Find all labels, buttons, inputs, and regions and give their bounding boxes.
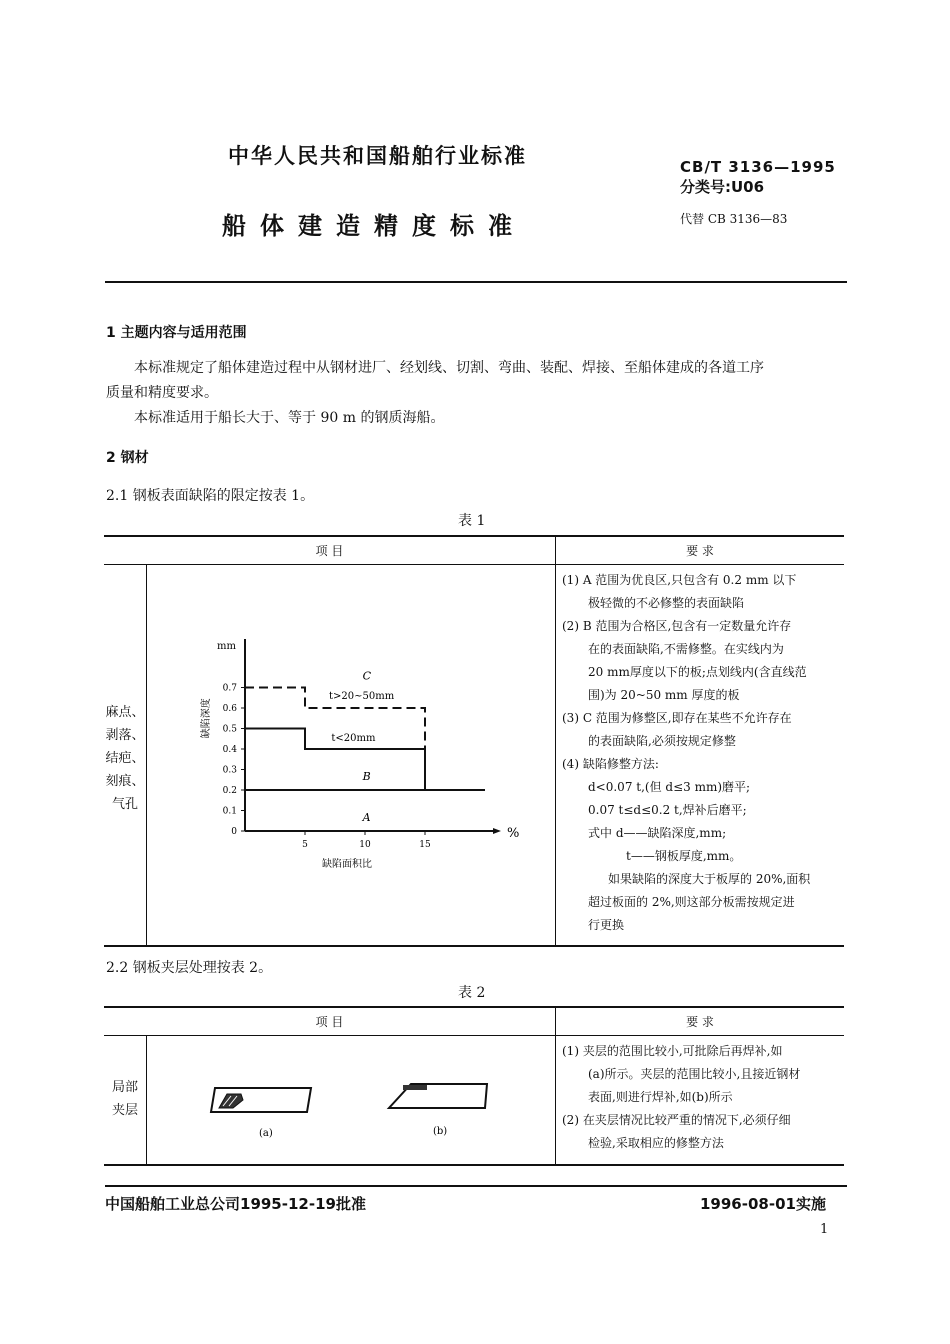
chart-y-label: 缺陷深度 [201, 697, 212, 738]
page-number: 1 [820, 1222, 829, 1237]
region-a-label: A [362, 810, 371, 824]
table2 [104, 1006, 844, 1166]
chart-y-unit: mm [217, 640, 236, 652]
section1-para2: 本标准适用于船长大于、等于 90 m 的钢质海船。 [134, 410, 445, 426]
thick-plate-label: t>20~50mm [329, 690, 395, 702]
figure-a-label: (a) [259, 1127, 273, 1139]
req-line: (1) 夹层的范围比较小,可批除后再焊补,如 [562, 1043, 783, 1058]
req-line: 20 mm厚度以下的板;点划线内(含直线范 [588, 664, 807, 679]
figure-b [389, 1084, 487, 1108]
standard-code: CB/T 3136—1995 [680, 158, 836, 176]
region-c-label: C [362, 668, 372, 682]
table1-requirements [556, 564, 845, 946]
header-rule [105, 281, 847, 283]
section1-heading: 1 主题内容与适用范围 [106, 325, 247, 341]
req-line: (a)所示。夹层的范围比较小,且接近钢材 [588, 1066, 801, 1081]
req-line: 围)为 20~50 mm 厚度的板 [588, 687, 740, 702]
x-axis-arrow [493, 828, 501, 834]
y-tick-label: 0.5 [222, 724, 237, 734]
req-line: 的表面缺陷,必须按规定修整 [588, 733, 736, 748]
document-title: 船体建造精度标准 [222, 212, 526, 240]
req-line: (4) 缺陷修整方法: [562, 756, 659, 771]
replaces-note: 代替 CB 3136—83 [680, 212, 788, 226]
table2-header-req: 要 求 [556, 1007, 845, 1035]
section1-para1-line1: 本标准规定了船体建造过程中从钢材进厂、经划线、切割、弯曲、装配、焊接、至船体建成的各道工序 [134, 360, 764, 376]
lamination-figures [147, 1036, 547, 1164]
region-b-label: B [362, 769, 371, 783]
table2-caption: 表 2 [458, 985, 486, 1001]
y-tick-label: 0.6 [222, 703, 237, 714]
effective-date: 1996-08-01实施 [700, 1195, 826, 1213]
table1-row-label: 麻点、 剥落、 结疤、 刻痕、 气孔 [104, 564, 147, 946]
req-line: 如果缺陷的深度大于板厚的 20%,面积 [608, 871, 811, 886]
chart-x-label: 缺陷面积比 [322, 858, 372, 870]
req-line: (2) 在夹层情况比较严重的情况下,必须仔细 [562, 1112, 791, 1127]
req-line: 0.07 t≤d≤0.2 t,焊补后磨平; [588, 802, 747, 817]
req-line: 极轻微的不必修整的表面缺陷 [588, 595, 745, 610]
y-tick-label: 0.4 [222, 744, 237, 755]
footer-rule [105, 1185, 847, 1187]
section2-1-text: 2.1 钢板表面缺陷的限定按表 1。 [106, 488, 315, 504]
figure-b-label: (b) [433, 1125, 448, 1137]
table1-chart-cell [147, 564, 556, 946]
req-line: d<0.07 t,(但 d≤3 mm)磨平; [588, 779, 751, 794]
org-standard-title: 中华人民共和国船舶行业标准 [228, 144, 527, 168]
x-tick-label: 10 [359, 839, 371, 850]
table1-header-req: 要 求 [556, 536, 845, 564]
section2-heading: 2 钢材 [106, 450, 149, 466]
req-line: 检验,采取相应的修整方法 [588, 1135, 724, 1150]
table2-figure-cell [147, 1035, 556, 1165]
figure-a [211, 1088, 311, 1112]
req-line: 超过板面的 2%,则这部分板需按规定进 [588, 894, 795, 909]
req-line: t——钢板厚度,mm。 [626, 848, 742, 863]
req-line: 在的表面缺陷,不需修整。在实线内为 [588, 641, 784, 656]
y-tick-label: 0.2 [222, 785, 237, 796]
x-tick-label: 5 [302, 839, 308, 850]
approval-text: 中国船舶工业总公司1995-12-19批准 [105, 1195, 366, 1213]
req-line: 式中 d——缺陷深度,mm; [588, 825, 727, 840]
req-line: (1) A 范围为优良区,只包含有 0.2 mm 以下 [562, 572, 797, 587]
table2-header-item: 项 目 [104, 1007, 556, 1035]
table2-row-label: 局部 夹层 [104, 1035, 147, 1165]
req-line: (3) C 范围为修整区,即存在某些不允许存在 [562, 710, 792, 725]
thin-plate-label: t<20mm [331, 732, 376, 744]
section1-para1-line2: 质量和精度要求。 [106, 385, 218, 401]
req-line: 表面,则进行焊补,如(b)所示 [588, 1089, 733, 1104]
table1 [104, 535, 844, 947]
y-tick-label: 0 [231, 826, 237, 837]
defect-limit-chart [147, 565, 547, 945]
y-tick-label: 0.3 [222, 765, 237, 775]
chart-x-unit: % [507, 825, 520, 841]
section2-2-text: 2.2 钢板夹层处理按表 2。 [106, 960, 273, 976]
classification-code: 分类号:U06 [680, 178, 765, 196]
req-line: 行更换 [588, 917, 625, 932]
y-tick-label: 0.7 [222, 683, 237, 693]
table1-caption: 表 1 [458, 513, 486, 529]
y-tick-label: 0.1 [222, 806, 237, 816]
table1-header-item: 项 目 [104, 536, 556, 564]
x-tick-label: 15 [419, 839, 431, 850]
req-line: (2) B 范围为合格区,包含有一定数量允许存 [562, 618, 792, 633]
table2-requirements [556, 1035, 845, 1165]
